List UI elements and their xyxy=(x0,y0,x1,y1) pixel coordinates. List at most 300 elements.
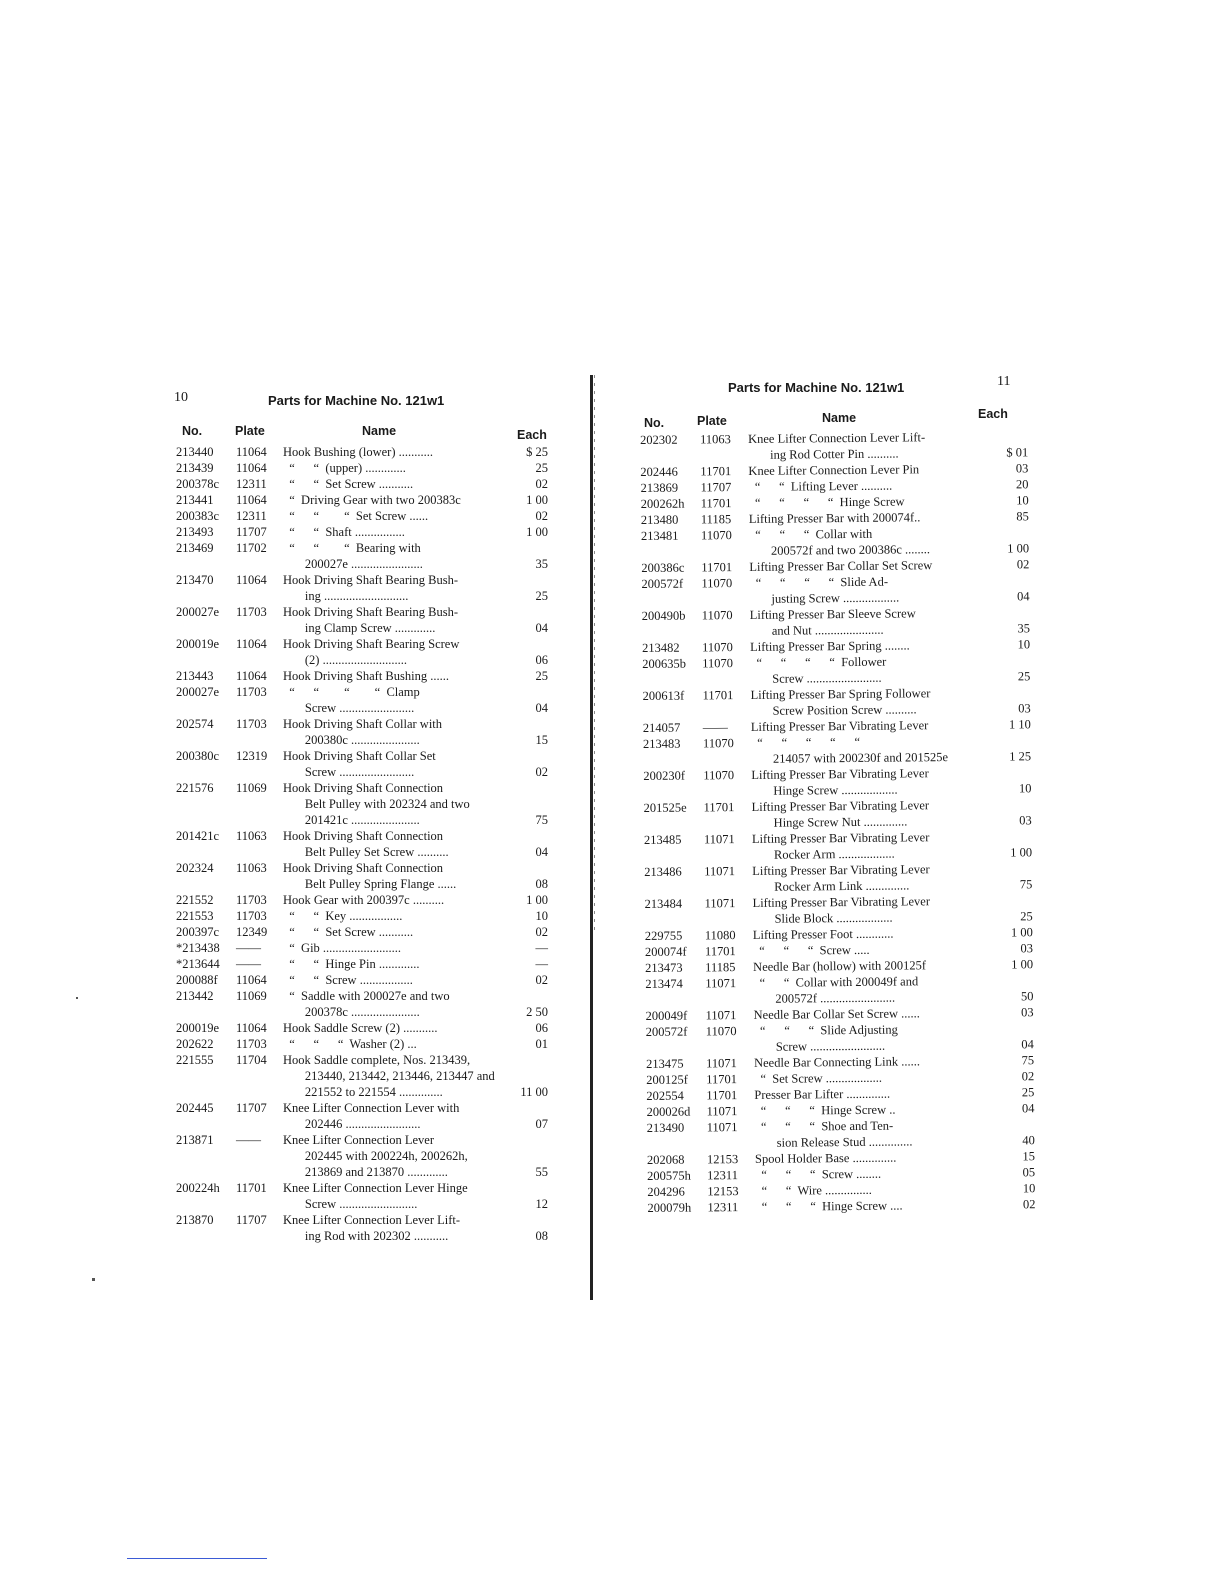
part-number: 200613f xyxy=(642,688,685,703)
part-name: Lifting Presser Bar Collar Set Screw xyxy=(749,558,933,574)
plate-number: 11703 xyxy=(236,909,267,923)
part-name: Hook Driving Shaft Bushing ...... xyxy=(283,669,449,683)
part-name: Hook Driving Shaft Collar with 200380c ...................... xyxy=(283,717,443,747)
part-name: Lifting Presser Bar Vibrating Lever xyxy=(750,718,929,734)
part-name: Spool Holder Base .............. xyxy=(754,1150,897,1166)
col-header-each: Each xyxy=(517,428,547,442)
part-number: 213442 xyxy=(176,989,214,1003)
part-price: 50 xyxy=(1020,989,1034,1004)
part-row xyxy=(644,892,1039,928)
part-price: 1 00 xyxy=(526,493,548,507)
part-row xyxy=(176,972,556,988)
part-number: 200386c xyxy=(641,560,685,575)
part-number: 202574 xyxy=(176,717,214,731)
part-name: “ “ “ “ “ 214057 with 200230f and 201525e xyxy=(750,734,949,766)
part-row xyxy=(176,828,556,860)
col-header-name: Name xyxy=(822,411,857,425)
part-number: 200026d xyxy=(646,1104,691,1119)
part-name: Hook Driving Shaft Bearing Bush- ing Clamp Screw ............. xyxy=(283,605,458,635)
part-number: *213438 xyxy=(176,941,220,955)
part-price: 02 xyxy=(1022,1197,1036,1212)
part-name: Hook Driving Shaft Bearing Screw (2) ........................... xyxy=(283,637,460,667)
part-number: 200019e xyxy=(176,637,220,651)
plate-number: 12153 xyxy=(706,1152,739,1167)
part-name: “ “ Lifting Lever .......... xyxy=(748,478,893,494)
plate-number: —— xyxy=(236,1133,261,1147)
col-header-name: Name xyxy=(362,424,397,438)
part-price: 1 00 xyxy=(1010,845,1033,860)
part-name: Knee Lifter Connection Lever Lift- ing Rod Cotter Pin .......... xyxy=(748,430,926,462)
plate-number: 11064 xyxy=(236,637,267,651)
parts-list xyxy=(176,444,556,1244)
part-row xyxy=(176,1036,556,1052)
part-price: 35 xyxy=(535,557,548,571)
part-name: Lifting Presser Bar Vibrating Lever Slide Block .................. xyxy=(752,894,931,926)
part-number: 202622 xyxy=(176,1037,214,1051)
part-number: 202445 xyxy=(176,1101,214,1115)
part-name: Lifting Presser Bar Spring Follower Screw Position Screw .......... xyxy=(750,686,931,718)
part-price: 03 xyxy=(1019,813,1032,828)
part-name: “ “ “ Set Screw ...... xyxy=(283,509,429,523)
plate-number: 11703 xyxy=(236,1037,267,1051)
part-name: Hook Bushing (lower) ........... xyxy=(283,445,433,459)
part-price: — xyxy=(535,941,548,955)
plate-number: 11701 xyxy=(704,944,736,959)
part-number: 200079h xyxy=(647,1200,692,1215)
plate-number: 11070 xyxy=(701,576,733,591)
part-name: “ “ “ Bearing with 200027e ....................... xyxy=(289,541,423,571)
part-name: “ “ Set Screw ........... xyxy=(283,925,414,939)
part-name: “ “ Screw ................. xyxy=(283,973,413,987)
part-name: “ Set Screw .................. xyxy=(754,1070,883,1086)
part-name: Hook Saddle complete, Nos. 213439, 213440, 213442, 213446, 213447 and 221552 to 221554 .............. xyxy=(283,1053,495,1099)
part-row xyxy=(644,828,1039,864)
part-price: 20 xyxy=(1015,477,1029,492)
plate-number: —— xyxy=(236,957,261,971)
part-name: Knee Lifter Connection Lever with 202446 ........................ xyxy=(283,1101,460,1131)
plate-number: 11064 xyxy=(236,573,267,587)
part-number: 214057 xyxy=(642,720,681,735)
part-number: 200019e xyxy=(176,1021,220,1035)
plate-number: 11707 xyxy=(236,1101,267,1115)
page-number: 11 xyxy=(997,374,1011,389)
part-name: “ “ “ Shoe and Ten- sion Release Stud .............. xyxy=(754,1118,913,1150)
part-name: “ “ “ Washer (2) ... xyxy=(283,1037,417,1051)
part-name: “ “ “ Hinge Screw .... xyxy=(755,1198,903,1214)
part-number: 200049f xyxy=(645,1008,688,1023)
part-number: 221553 xyxy=(176,909,214,923)
part-price: 25 xyxy=(1021,1085,1035,1100)
part-price: 15 xyxy=(1022,1149,1036,1164)
plate-number: 11701 xyxy=(706,1072,738,1087)
plate-number: 11703 xyxy=(236,685,267,699)
part-name: Lifting Presser Bar Spring ........ xyxy=(750,638,910,654)
plate-number: 11064 xyxy=(236,461,267,475)
part-row xyxy=(176,1020,556,1036)
part-number: 213440 xyxy=(176,445,214,459)
part-row xyxy=(176,460,556,476)
part-row xyxy=(176,476,556,492)
part-number: 213473 xyxy=(645,960,683,975)
part-price: 25 xyxy=(1020,909,1033,924)
part-row xyxy=(176,892,556,908)
part-price: 04 xyxy=(535,845,548,859)
plate-number: 11071 xyxy=(704,864,736,879)
part-price: 25 xyxy=(1017,669,1031,684)
part-price: $ 25 xyxy=(526,445,548,459)
part-number: 213443 xyxy=(176,669,214,683)
part-number: 213484 xyxy=(644,896,683,911)
part-row xyxy=(176,716,556,748)
part-price: 04 xyxy=(1017,589,1030,604)
part-price: 75 xyxy=(1021,1053,1035,1068)
part-row xyxy=(176,908,556,924)
plate-number: 12319 xyxy=(236,749,268,763)
part-number: 221555 xyxy=(176,1053,214,1067)
part-name: “ “ Key ................. xyxy=(283,909,403,923)
part-number: 200572f xyxy=(645,1024,688,1039)
part-row xyxy=(176,748,556,780)
part-row xyxy=(176,572,556,604)
part-number: 200262h xyxy=(640,496,685,511)
part-name: “ “ Hinge Pin ............. xyxy=(283,957,420,971)
plate-number: 11071 xyxy=(705,1056,737,1071)
col-header-no: No. xyxy=(644,416,665,430)
plate-number: 11070 xyxy=(702,736,734,751)
part-number: 200027e xyxy=(176,605,220,619)
part-price: 10 xyxy=(1018,781,1032,796)
part-price: 10 xyxy=(535,909,548,923)
part-number: 202302 xyxy=(640,432,678,447)
part-name: Needle Bar (hollow) with 200125f xyxy=(753,958,927,974)
plate-number: 11070 xyxy=(703,768,735,783)
part-price: 04 xyxy=(535,701,548,715)
part-number: 200575h xyxy=(647,1168,691,1183)
part-number: 213871 xyxy=(176,1133,214,1147)
plate-number: —— xyxy=(702,720,728,735)
part-price: 25 xyxy=(535,669,548,683)
part-name: Knee Lifter Connection Lever Hinge Screw ......................... xyxy=(283,1181,468,1211)
part-row xyxy=(176,540,556,572)
part-price: 15 xyxy=(535,733,548,747)
part-name: “ “ “ Screw ........ xyxy=(755,1166,882,1182)
part-price: 06 xyxy=(535,1021,548,1035)
part-number: 200230f xyxy=(643,768,686,783)
scan-speck xyxy=(92,1278,95,1281)
part-row xyxy=(644,796,1039,832)
part-price: 04 xyxy=(1021,1101,1035,1116)
part-row xyxy=(176,780,556,828)
part-price: 03 xyxy=(1015,461,1029,476)
part-name: “ “ Collar with 200049f and 200572f ........................ xyxy=(753,974,919,1006)
part-price: 02 xyxy=(1016,557,1030,572)
binding-gutter xyxy=(590,375,593,1300)
part-number: 213474 xyxy=(645,976,683,991)
part-price: 08 xyxy=(535,1229,548,1243)
part-name: Lifting Presser Bar with 200074f.. xyxy=(748,510,921,526)
part-name: Presser Bar Lifter .............. xyxy=(754,1086,891,1102)
part-number: 200224h xyxy=(176,1181,220,1195)
plate-number: 11071 xyxy=(705,976,737,991)
part-row xyxy=(176,1180,556,1212)
part-number: 201525e xyxy=(643,800,687,815)
part-row xyxy=(176,1052,556,1100)
part-price: 06 xyxy=(535,653,548,667)
part-number: 200383c xyxy=(176,509,220,523)
part-number: 202324 xyxy=(176,861,214,875)
scan-speck xyxy=(76,997,78,999)
part-number: 213485 xyxy=(643,832,682,847)
part-name: “ “ “ “ Clamp Screw ........................ xyxy=(289,685,420,715)
plate-number: 11703 xyxy=(236,605,267,619)
plate-number: 11064 xyxy=(236,493,267,507)
part-number: 201421c xyxy=(176,829,220,843)
part-name: Needle Bar Connecting Link ...... xyxy=(753,1054,921,1070)
part-price: 25 xyxy=(535,461,548,475)
part-name: Lifting Presser Bar Vibrating Lever Rocker Arm Link .............. xyxy=(752,862,930,894)
part-name: “ “ “ Hinge Screw .. xyxy=(754,1102,896,1118)
part-row xyxy=(646,1020,1041,1056)
part-number: 213475 xyxy=(645,1056,684,1071)
plate-number: 11703 xyxy=(236,717,267,731)
part-price: 04 xyxy=(535,621,548,635)
plate-number: 11063 xyxy=(700,432,731,447)
plate-number: 11064 xyxy=(236,669,267,683)
part-name: “ Driving Gear with two 200383c xyxy=(283,493,461,507)
page-number: 10 xyxy=(174,390,188,405)
part-price: 08 xyxy=(535,877,548,891)
plate-number: 11071 xyxy=(703,832,735,847)
part-row xyxy=(176,604,556,636)
part-name: Lifting Presser Bar Sleeve Screw and Nut ...................... xyxy=(749,606,916,638)
part-price: 11 00 xyxy=(520,1085,548,1099)
left-page xyxy=(0,0,600,1585)
part-name: Hook Driving Shaft Bearing Bush- ing ........................... xyxy=(283,573,458,603)
plate-number: 11064 xyxy=(236,1021,267,1035)
plate-number: 11185 xyxy=(705,960,736,975)
part-number: *213644 xyxy=(176,957,220,971)
part-price: 02 xyxy=(535,509,548,523)
part-number: 200378c xyxy=(176,477,220,491)
part-row xyxy=(640,428,1035,464)
binding-gutter-shadow xyxy=(594,375,595,935)
part-name: “ Saddle with 200027e and two 200378c ...................... xyxy=(289,989,450,1019)
part-price: 2 50 xyxy=(526,1005,548,1019)
part-price: 1 25 xyxy=(1009,749,1032,764)
plate-number: 12311 xyxy=(707,1168,739,1183)
part-row xyxy=(176,684,556,716)
part-row xyxy=(176,668,556,684)
part-price: 10 xyxy=(1022,1181,1036,1196)
part-number: 213482 xyxy=(642,640,680,655)
part-name: “ “ (upper) ............. xyxy=(283,461,406,475)
part-name: “ “ “ Collar with 200572f and two 200386c ........ xyxy=(748,526,931,558)
part-row xyxy=(641,572,1036,608)
scan-edge-line xyxy=(127,1558,267,1559)
plate-number: 11071 xyxy=(706,1120,738,1135)
plate-number: 11707 xyxy=(236,525,267,539)
plate-number: 11701 xyxy=(700,464,732,479)
plate-number: —— xyxy=(236,941,261,955)
part-number: 202446 xyxy=(640,464,678,479)
part-number: 200635b xyxy=(642,656,687,671)
part-number: 200397c xyxy=(176,925,220,939)
part-row xyxy=(641,524,1036,560)
part-name: Hook Driving Shaft Collar Set Screw ........................ xyxy=(283,749,436,779)
part-price: 40 xyxy=(1022,1133,1035,1148)
plate-number: 11069 xyxy=(236,989,267,1003)
part-price: 25 xyxy=(535,589,548,603)
part-price: 02 xyxy=(1021,1069,1035,1084)
part-number: 213481 xyxy=(640,528,679,543)
part-row xyxy=(647,1196,1042,1216)
part-number: 213493 xyxy=(176,525,214,539)
part-row xyxy=(176,524,556,540)
part-number: 229755 xyxy=(644,928,683,943)
part-number: 213869 xyxy=(640,480,679,495)
part-number: 213486 xyxy=(644,864,682,879)
part-number: 200125f xyxy=(646,1072,688,1087)
plate-number: 11707 xyxy=(700,480,732,495)
part-price: 02 xyxy=(535,925,548,939)
part-number: 204296 xyxy=(647,1184,685,1199)
parts-list xyxy=(640,428,1043,1216)
part-row xyxy=(643,764,1038,800)
part-price: 01 xyxy=(535,1037,548,1051)
part-row xyxy=(644,860,1039,896)
part-price: 1 00 xyxy=(1010,925,1033,940)
part-name: Hook Driving Shaft Connection Belt Pulley Set Screw .......... xyxy=(283,829,449,859)
part-price: 05 xyxy=(1022,1165,1036,1180)
part-price: 35 xyxy=(1017,621,1030,636)
plate-number: 11064 xyxy=(236,445,267,459)
part-name: “ “ Set Screw ........... xyxy=(283,477,414,491)
plate-number: 11701 xyxy=(703,800,735,815)
part-number: 213469 xyxy=(176,541,214,555)
plate-number: 12153 xyxy=(707,1184,739,1199)
part-number: 202068 xyxy=(646,1152,685,1167)
part-price: 85 xyxy=(1016,509,1029,524)
part-price: 10 xyxy=(1017,637,1031,652)
part-row xyxy=(176,988,556,1020)
plate-number: 11071 xyxy=(705,1008,737,1023)
plate-number: 11063 xyxy=(236,861,267,875)
part-price: — xyxy=(535,957,548,971)
part-price: $ 01 xyxy=(1006,445,1029,460)
plate-number: 11070 xyxy=(701,608,733,623)
page-title: Parts for Machine No. 121w1 xyxy=(728,380,905,395)
part-name: Lifting Presser Foot ............ xyxy=(752,926,894,942)
plate-number: 12311 xyxy=(236,477,267,491)
col-header-plate: Plate xyxy=(235,424,265,438)
part-price: 12 xyxy=(535,1197,548,1211)
plate-number: 11701 xyxy=(236,1181,267,1195)
part-row xyxy=(176,924,556,940)
part-name: Hook Saddle Screw (2) ........... xyxy=(283,1021,438,1035)
part-number: 202554 xyxy=(646,1088,684,1103)
part-name: Needle Bar Collar Set Screw ...... xyxy=(753,1006,920,1022)
part-name: “ “ “ “ Slide Ad- justing Screw .................. xyxy=(749,574,900,606)
part-price: 1 10 xyxy=(1008,717,1031,732)
col-header-no: No. xyxy=(182,424,203,438)
plate-number: 11071 xyxy=(704,896,736,911)
part-name: “ Gib ......................... xyxy=(283,941,402,955)
part-price: 03 xyxy=(1021,1005,1034,1020)
part-row xyxy=(176,492,556,508)
part-number: 221576 xyxy=(176,781,214,795)
part-price: 04 xyxy=(1021,1037,1034,1052)
part-row xyxy=(642,684,1037,720)
part-name: Lifting Presser Bar Vibrating Lever Hinge Screw Nut .............. xyxy=(751,798,930,830)
part-price: 1 00 xyxy=(526,525,548,539)
part-name: “ “ “ Slide Adjusting Screw ........................ xyxy=(753,1022,898,1054)
part-name: “ “ “ “ Follower Screw ........................ xyxy=(750,654,887,686)
part-price: 02 xyxy=(535,765,548,779)
part-row xyxy=(176,508,556,524)
part-number: 213870 xyxy=(176,1213,214,1227)
part-number: 200380c xyxy=(176,749,220,763)
part-number: 213441 xyxy=(176,493,214,507)
plate-number: 11702 xyxy=(236,541,267,555)
part-number: 200572f xyxy=(641,576,684,591)
part-number: 213439 xyxy=(176,461,214,475)
part-row xyxy=(176,860,556,892)
plate-number: 11701 xyxy=(706,1088,738,1103)
plate-number: 11069 xyxy=(236,781,267,795)
plate-number: 11703 xyxy=(236,893,267,907)
part-row xyxy=(647,1116,1042,1152)
part-price: 55 xyxy=(535,1165,548,1179)
part-row xyxy=(176,1132,556,1180)
part-number: 200490b xyxy=(641,608,686,623)
part-number: 200088f xyxy=(176,973,218,987)
part-name: Hook Gear with 200397c .......... xyxy=(283,893,445,907)
plate-number: 11063 xyxy=(236,829,267,843)
part-number: 200074f xyxy=(644,944,687,959)
plate-number: 12311 xyxy=(707,1200,739,1215)
plate-number: 11070 xyxy=(705,1024,737,1039)
part-number: 213490 xyxy=(646,1120,685,1135)
part-price: 03 xyxy=(1018,701,1031,716)
part-price: 02 xyxy=(535,477,548,491)
right-page xyxy=(600,0,1225,1585)
plate-number: 11080 xyxy=(704,928,736,943)
plate-number: 11701 xyxy=(702,688,734,703)
part-price: 10 xyxy=(1016,493,1029,508)
part-name: Lifting Presser Bar Vibrating Lever Hinge Screw .................. xyxy=(751,766,929,798)
part-row xyxy=(176,636,556,668)
part-row xyxy=(642,652,1037,688)
part-row xyxy=(643,732,1038,768)
col-header-each: Each xyxy=(978,407,1008,421)
part-price: 07 xyxy=(535,1117,548,1131)
part-row xyxy=(176,1212,556,1244)
part-row xyxy=(176,1100,556,1132)
plate-number: 11701 xyxy=(701,560,733,575)
part-name: Hook Driving Shaft Connection Belt Pulley Spring Flange ...... xyxy=(283,861,457,891)
part-name: Knee Lifter Connection Lever Lift- ing Rod with 202302 ........... xyxy=(283,1213,461,1243)
part-row xyxy=(176,956,556,972)
part-number: 200027e xyxy=(176,685,220,699)
part-name: Hook Driving Shaft Connection Belt Pulley with 202324 and two 201421c ...................... xyxy=(283,781,470,827)
part-row xyxy=(642,604,1037,640)
part-name: Knee Lifter Connection Lever Pin xyxy=(748,462,920,478)
part-name: “ “ Wire ............... xyxy=(755,1182,872,1198)
part-price: 75 xyxy=(1019,877,1033,892)
plate-number: 11064 xyxy=(236,973,267,987)
plate-number: 11704 xyxy=(236,1053,267,1067)
part-name: Lifting Presser Bar Vibrating Lever Rocker Arm .................. xyxy=(751,830,930,862)
